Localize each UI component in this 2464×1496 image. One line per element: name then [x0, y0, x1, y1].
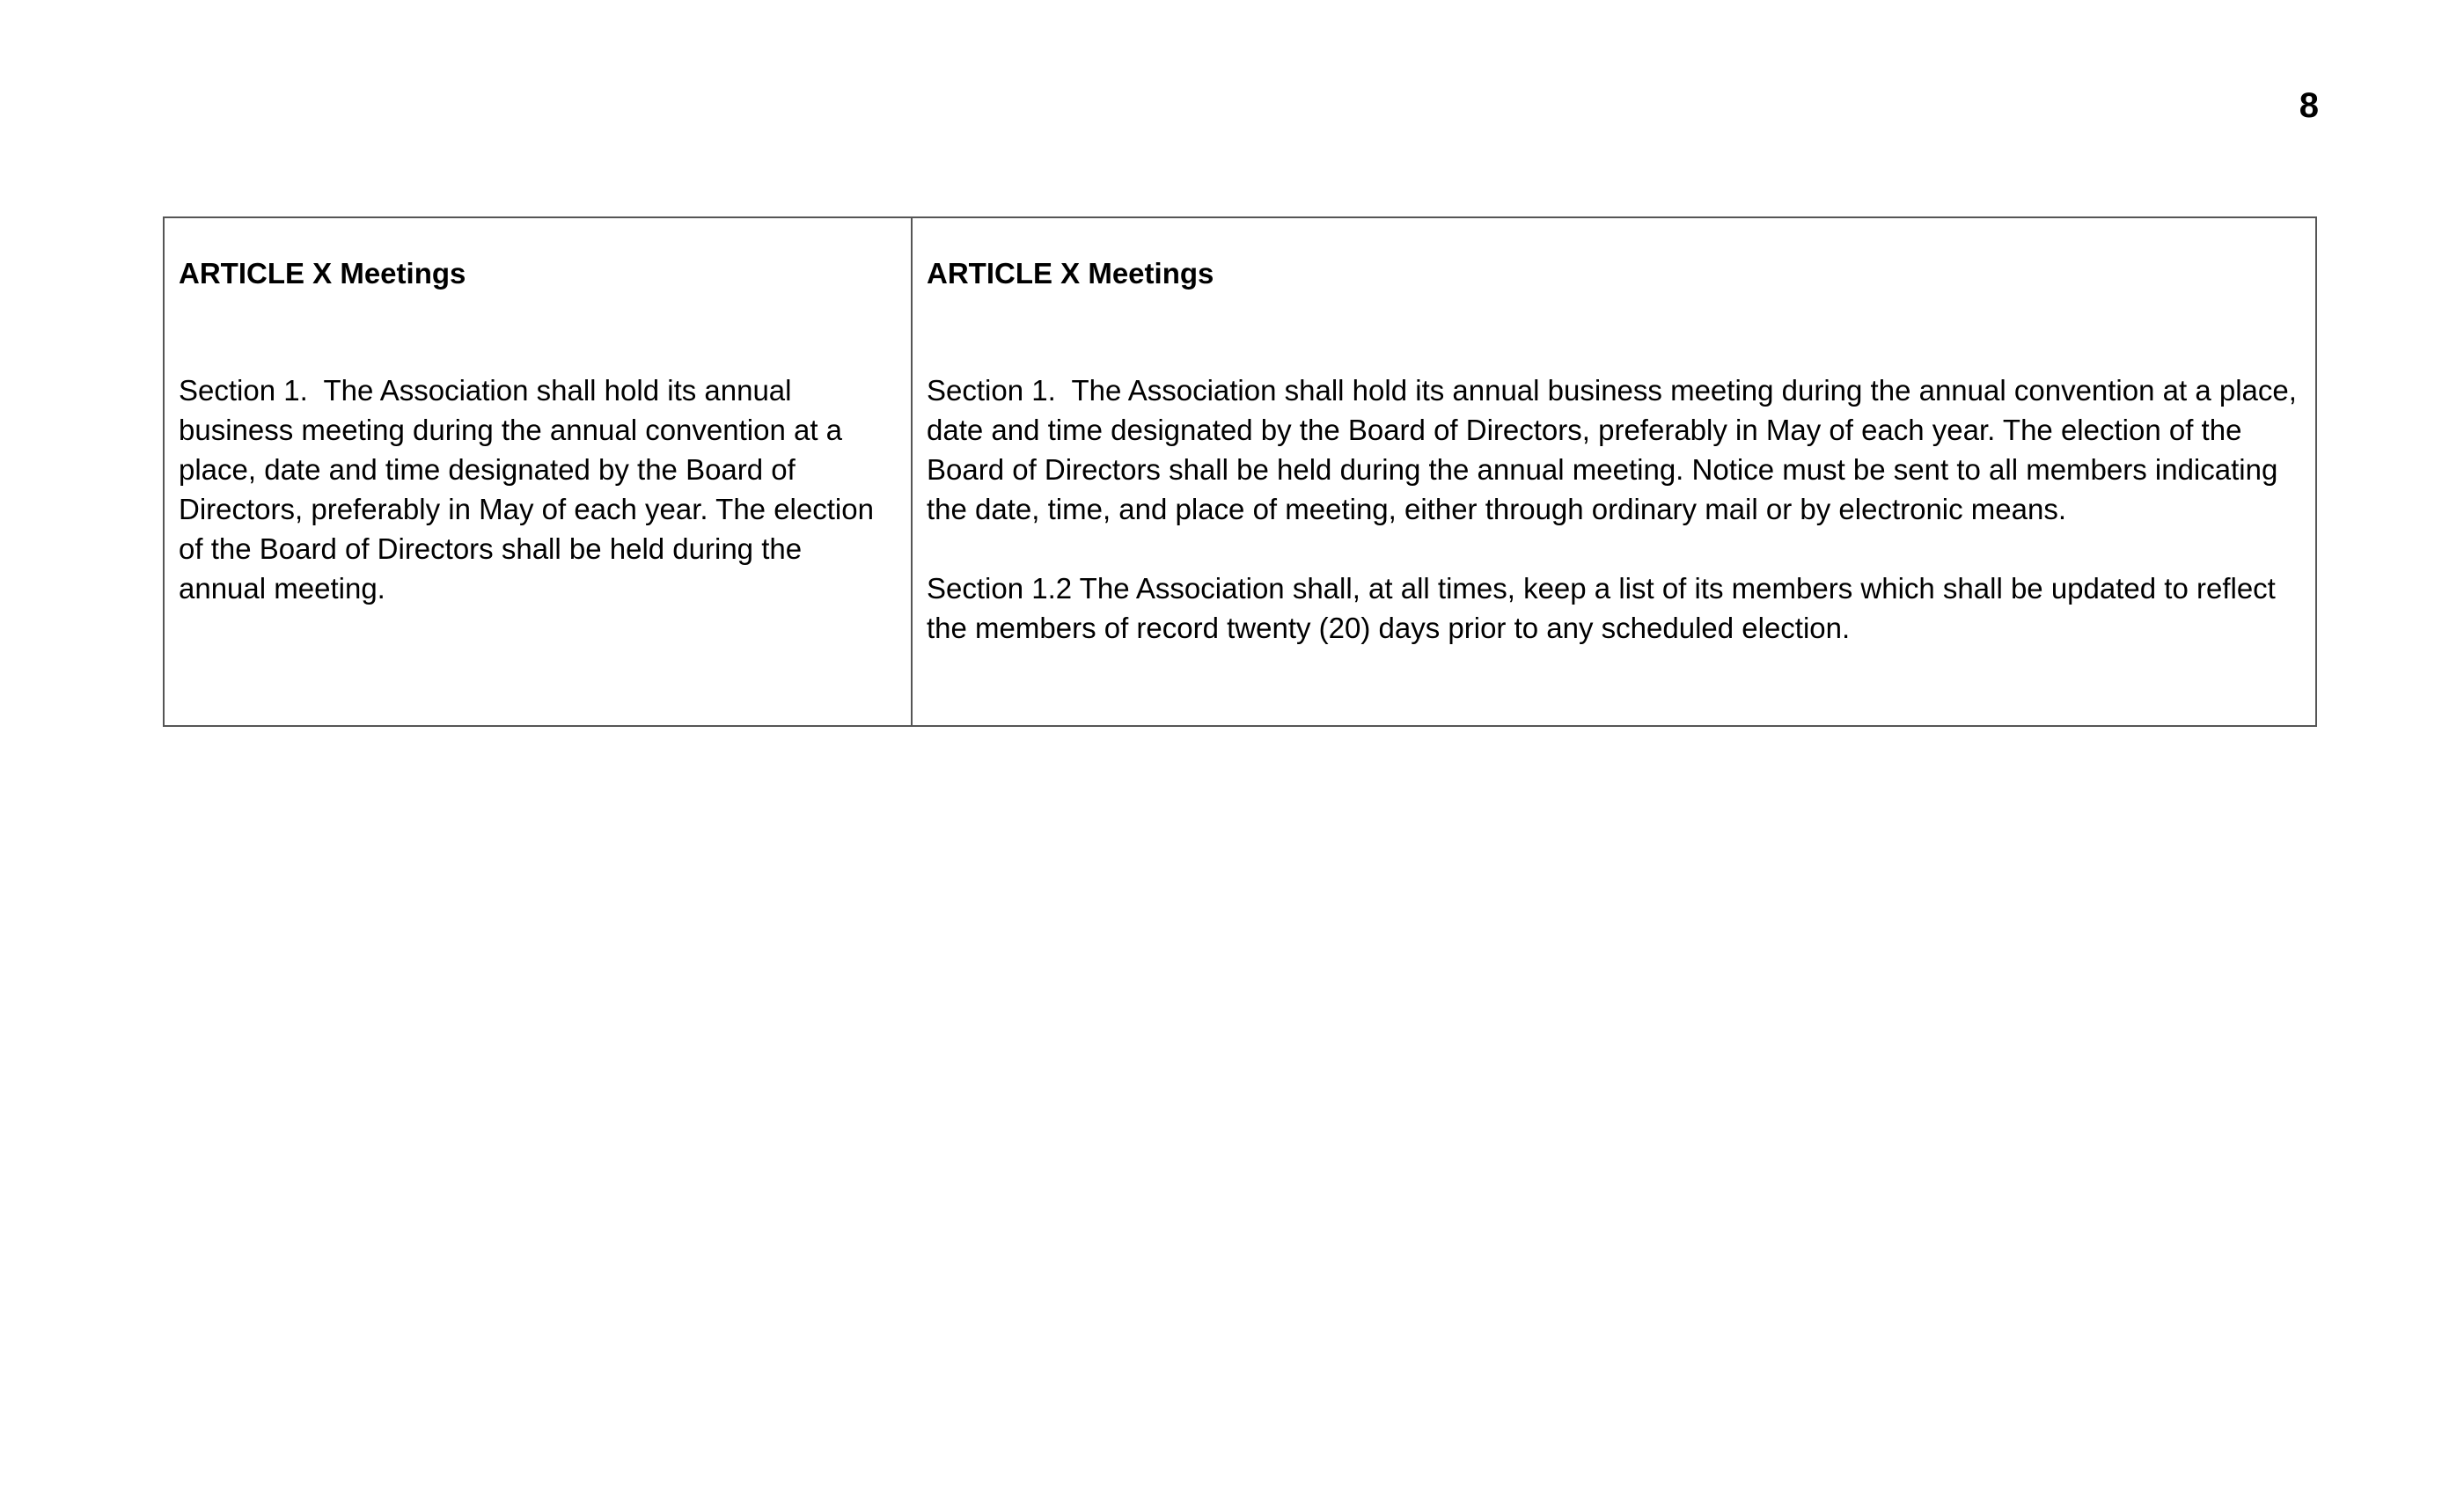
bylaws-comparison-table: [163, 216, 2317, 727]
current-text-cell: [164, 217, 912, 726]
section-1-2-proposed: Section 1.2 The Association shall, at all times, keep a list of its members which shall be updated to reflect the members of record twenty (20) days prior to any scheduled election.: [927, 572, 2276, 644]
table-row: [164, 217, 2316, 726]
section-1-current: Section 1. The Association shall hold its annual business meeting during the annual convention at a place, date and time designated by the Board of Directors, preferably in May of each year. The election of the Board of Directors shall be held during the annual meeting.: [179, 374, 883, 605]
proposed-text-cell: [912, 217, 2316, 726]
section-1-proposed: Section 1. The Association shall hold its annual business meeting during the annual convention at a place, date and time designated by the Board of Directors, preferably in May of each year. The election of the Board of Directors shall be held during the annual meeting. Notice must be sent to all members indicating the date, time, and place of meeting, either through ordinary mail or by electronic means.: [927, 374, 2306, 525]
article-heading-proposed: ARTICLE X Meetings: [927, 257, 1214, 290]
article-heading-current: ARTICLE X Meetings: [179, 257, 466, 290]
page-number: 8: [2299, 86, 2319, 125]
